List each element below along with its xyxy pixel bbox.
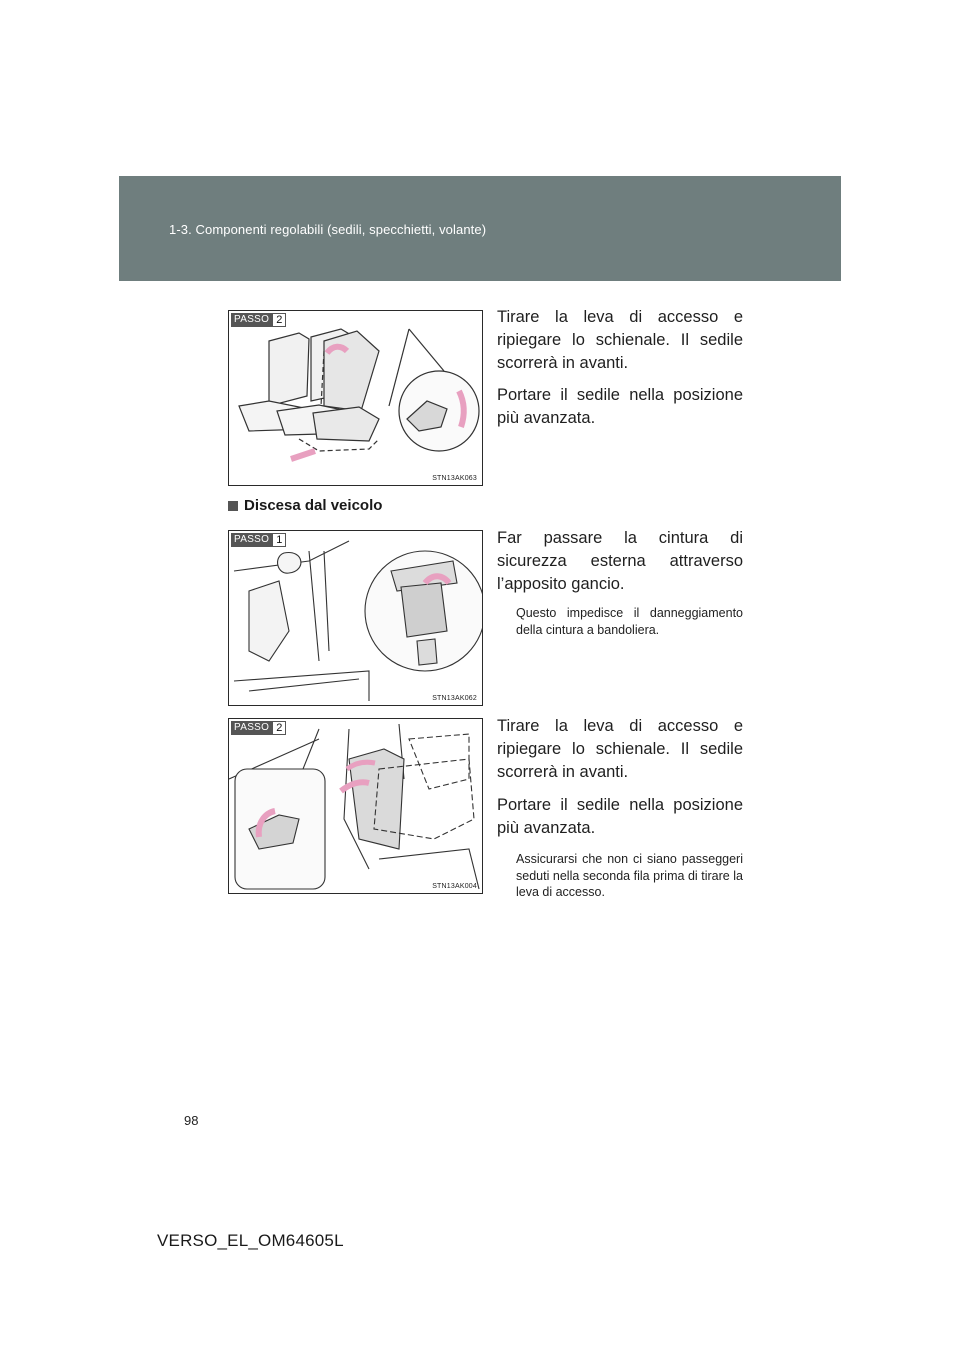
step-tag-number: 2 [272, 721, 286, 735]
figure-seat-belt-hook [228, 530, 483, 706]
section-title: 1-3. Componenti regolabili (sedili, specchietti, volante) [169, 222, 487, 237]
step-tag-number: 1 [272, 533, 286, 547]
figure-code: STN13AK004 [432, 883, 477, 890]
subheading [228, 497, 382, 514]
seat-belt-hook-illustration [229, 531, 483, 706]
step-tag-number: 2 [272, 313, 286, 327]
note-text: Assicurarsi che non ci siano passeggeri seduti nella seconda fila prima di tirare la leva di accesso. [516, 852, 743, 899]
figure-seat-fold [228, 310, 483, 486]
instruction-text: Portare il sedile nella posizione più avanzata. [497, 386, 743, 427]
instruction-text: Far passare la cintura di sicurezza esterna attraverso l’apposito gancio. [497, 529, 743, 593]
step-tag [231, 721, 286, 735]
step-tag-word: PASSO [231, 313, 272, 327]
figure-code: STN13AK063 [432, 475, 477, 482]
step-tag-word: PASSO [231, 533, 272, 547]
document-code: VERSO_EL_OM64605L [157, 1231, 344, 1250]
square-bullet-icon [228, 501, 238, 511]
step-tag [231, 313, 286, 327]
figure-seat-fold-exit [228, 718, 483, 894]
seat-fold-illustration [229, 311, 483, 486]
instruction-text: Tirare la leva di accesso e ripiegare lo schienale. Il sedile scorrerà in avanti. [497, 717, 743, 781]
instruction-text: Tirare la leva di accesso e ripiegare lo schienale. Il sedile scorrerà in avanti. [497, 308, 743, 372]
step-tag-word: PASSO [231, 721, 272, 735]
subheading-text: Discesa dal veicolo [244, 497, 383, 514]
step-tag [231, 533, 286, 547]
instruction-text: Portare il sedile nella posizione più avanzata. [497, 796, 743, 837]
figure-code: STN13AK062 [432, 695, 477, 702]
note-text: Questo impedisce il danneggiamento della cintura a bandoliera. [516, 606, 743, 637]
page-number: 98 [184, 1113, 199, 1128]
seat-fold-exit-illustration [229, 719, 483, 894]
